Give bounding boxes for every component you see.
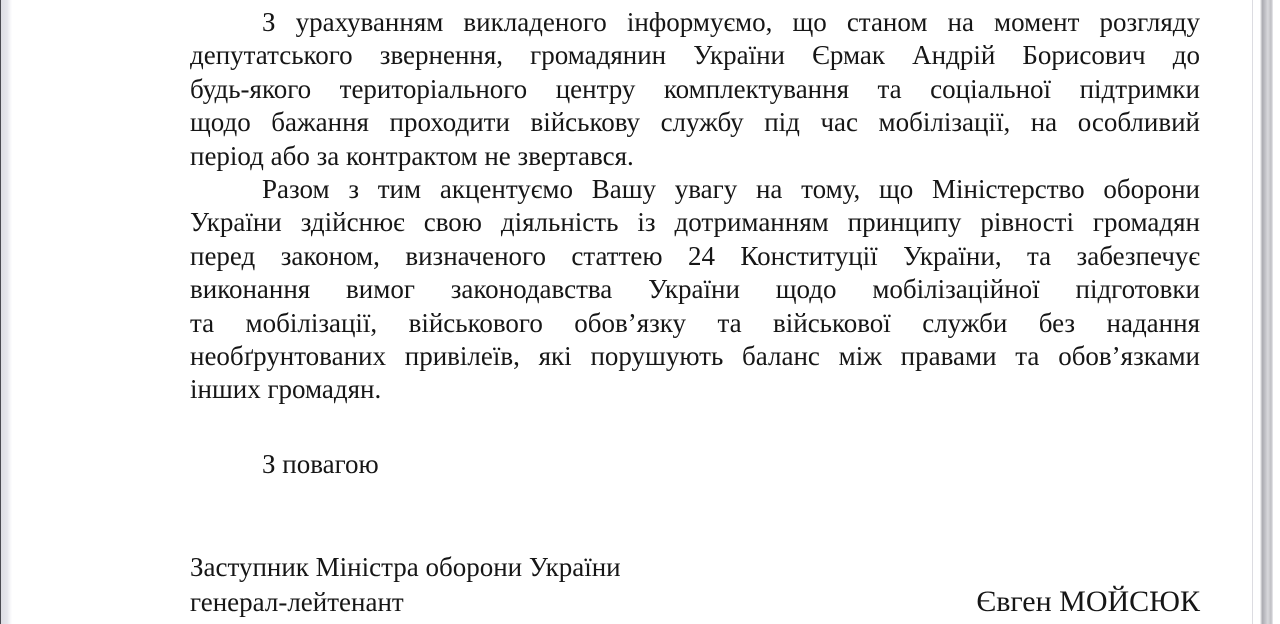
- closing-salutation: З повагою: [262, 448, 379, 479]
- signer-rank: генерал-лейтенант: [190, 586, 404, 617]
- signer-name: Євген МОЙСЮК: [976, 584, 1200, 618]
- signature-block: [190, 551, 1200, 619]
- text-line: З урахуванням викладеного інформуємо, що станом на момент розгляду: [262, 7, 1200, 37]
- paragraph: [190, 173, 1200, 407]
- text-line: виконання вимог законодавства України щодо мобілізаційної підготовки: [190, 274, 1200, 305]
- text-line: перед законом, визначеного статтею 24 Конституції України, та забезпечує: [190, 240, 1200, 271]
- text-line: інших громадян.: [190, 374, 382, 405]
- text-line: Разом з тим акцентуємо Вашу увагу на тому, що Міністерство оборони: [262, 173, 1200, 204]
- signer-position: Заступник Міністра оборони України: [190, 552, 621, 583]
- text-line: щодо бажання проходити військову службу під час мобілізації, на особливий: [190, 107, 1200, 138]
- viewer-right-rail: [1252, 0, 1280, 624]
- letter-body: [190, 6, 1200, 619]
- text-line: необґрунтованих привілеїв, які порушують баланс між правами та обов’язками: [190, 340, 1200, 371]
- text-line: період або за контрактом не звертався.: [190, 140, 634, 171]
- text-line: та мобілізації, військового обов’язку та військової служби без надання: [190, 307, 1200, 338]
- paragraph: [190, 6, 1200, 173]
- text-line: будь-якого територіального центру комплектування та соціальної підтримки: [190, 73, 1200, 104]
- viewer-left-edge: [0, 0, 12, 624]
- scrollbar[interactable]: [1260, 0, 1273, 624]
- text-line: депутатського звернення, громадянин України Єрмак Андрій Борисович до: [190, 40, 1200, 71]
- text-line: України здійснює свою діяльність із дотриманням принципу рівності громадян: [190, 207, 1200, 238]
